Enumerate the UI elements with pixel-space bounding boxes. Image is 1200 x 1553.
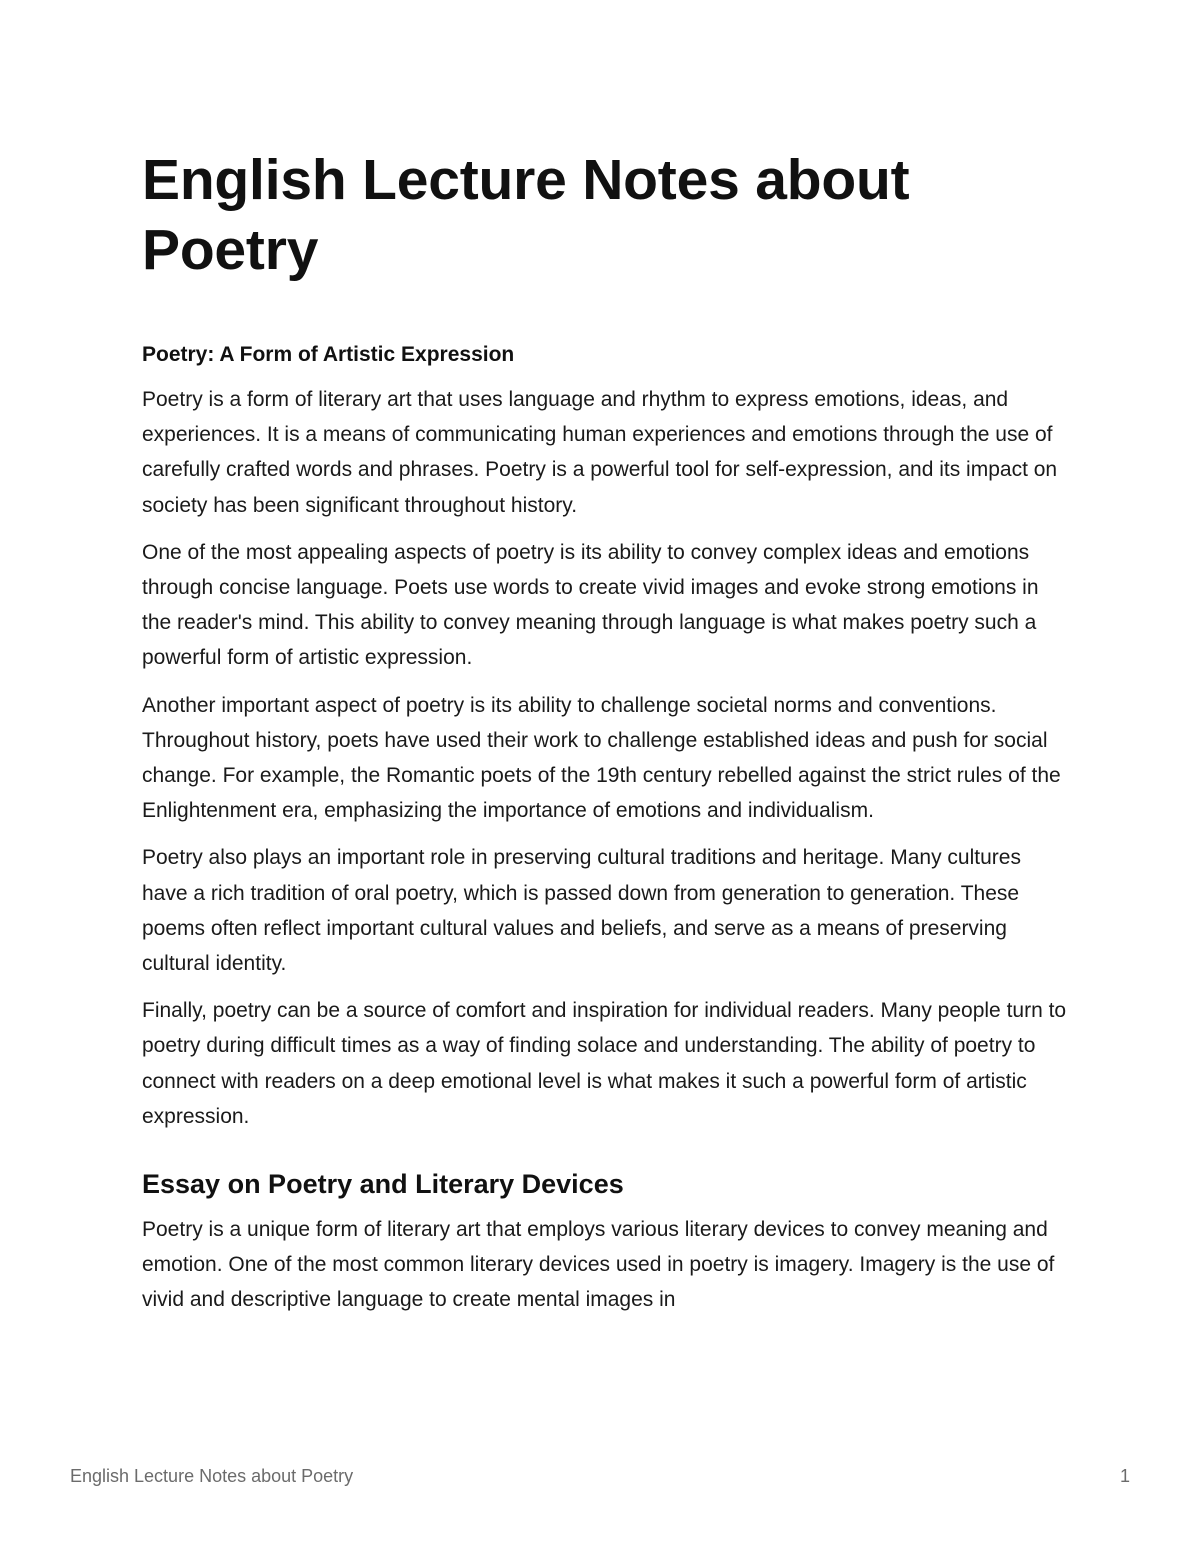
paragraph: Finally, poetry can be a source of comfort and inspiration for individual readers. Many people turn to poetry during difficult times as a way of finding solace and understanding. The ability of poetry to connect with readers on a deep emotional level is what makes it such a powerful form of artistic expression.	[142, 999, 1067, 1128]
document-title: English Lecture Notes about Poetry	[142, 148, 910, 282]
section-heading: Poetry: A Form of Artistic Expression	[142, 343, 515, 366]
page-footer	[70, 1466, 1130, 1490]
paragraph: One of the most appealing aspects of poetry is its ability to convey complex ideas and emotions through concise language. Poets use words to create vivid images and evoke strong emotions in the reader's mind. This ability to convey meaning through language is what makes poetry such a powerful form of artistic expression.	[142, 540, 1039, 670]
paragraph: Poetry is a form of literary art that uses language and rhythm to express emotions, ideas, and experiences. It is a means of communicating human experiences and emotions through the use of carefully crafted words and phrases. Poetry is a powerful tool for self-expression, and its impact on society has been significant throughout history.	[142, 388, 1058, 517]
paragraph: Poetry is a unique form of literary art that employs various literary devices to convey meaning and emotion. One of the most common literary devices used in poetry is imagery. Imagery is the use of vivid and descriptive language to create mental images in	[142, 1218, 1055, 1312]
footer-title: English Lecture Notes about Poetry	[70, 1466, 354, 1486]
page-number: 1	[1119, 1466, 1130, 1486]
paragraph: Another important aspect of poetry is its ability to challenge societal norms and conventions. Throughout history, poets have used their work to challenge established ideas and push for social change. For example, the Romantic poets of the 19th century rebelled against the strict rules of the Enlightenment era, emphasizing the importance of emotions and individualism.	[142, 693, 1061, 823]
section-heading: Essay on Poetry and Literary Devices	[142, 1169, 624, 1200]
document-body	[142, 145, 1067, 1330]
paragraph: Poetry also plays an important role in preserving cultural traditions and heritage. Many cultures have a rich tradition of oral poetry, which is passed down from generation to generation. These poems often reflect important cultural values and beliefs, and serve as a means of preserving cultural identity.	[142, 846, 1021, 976]
